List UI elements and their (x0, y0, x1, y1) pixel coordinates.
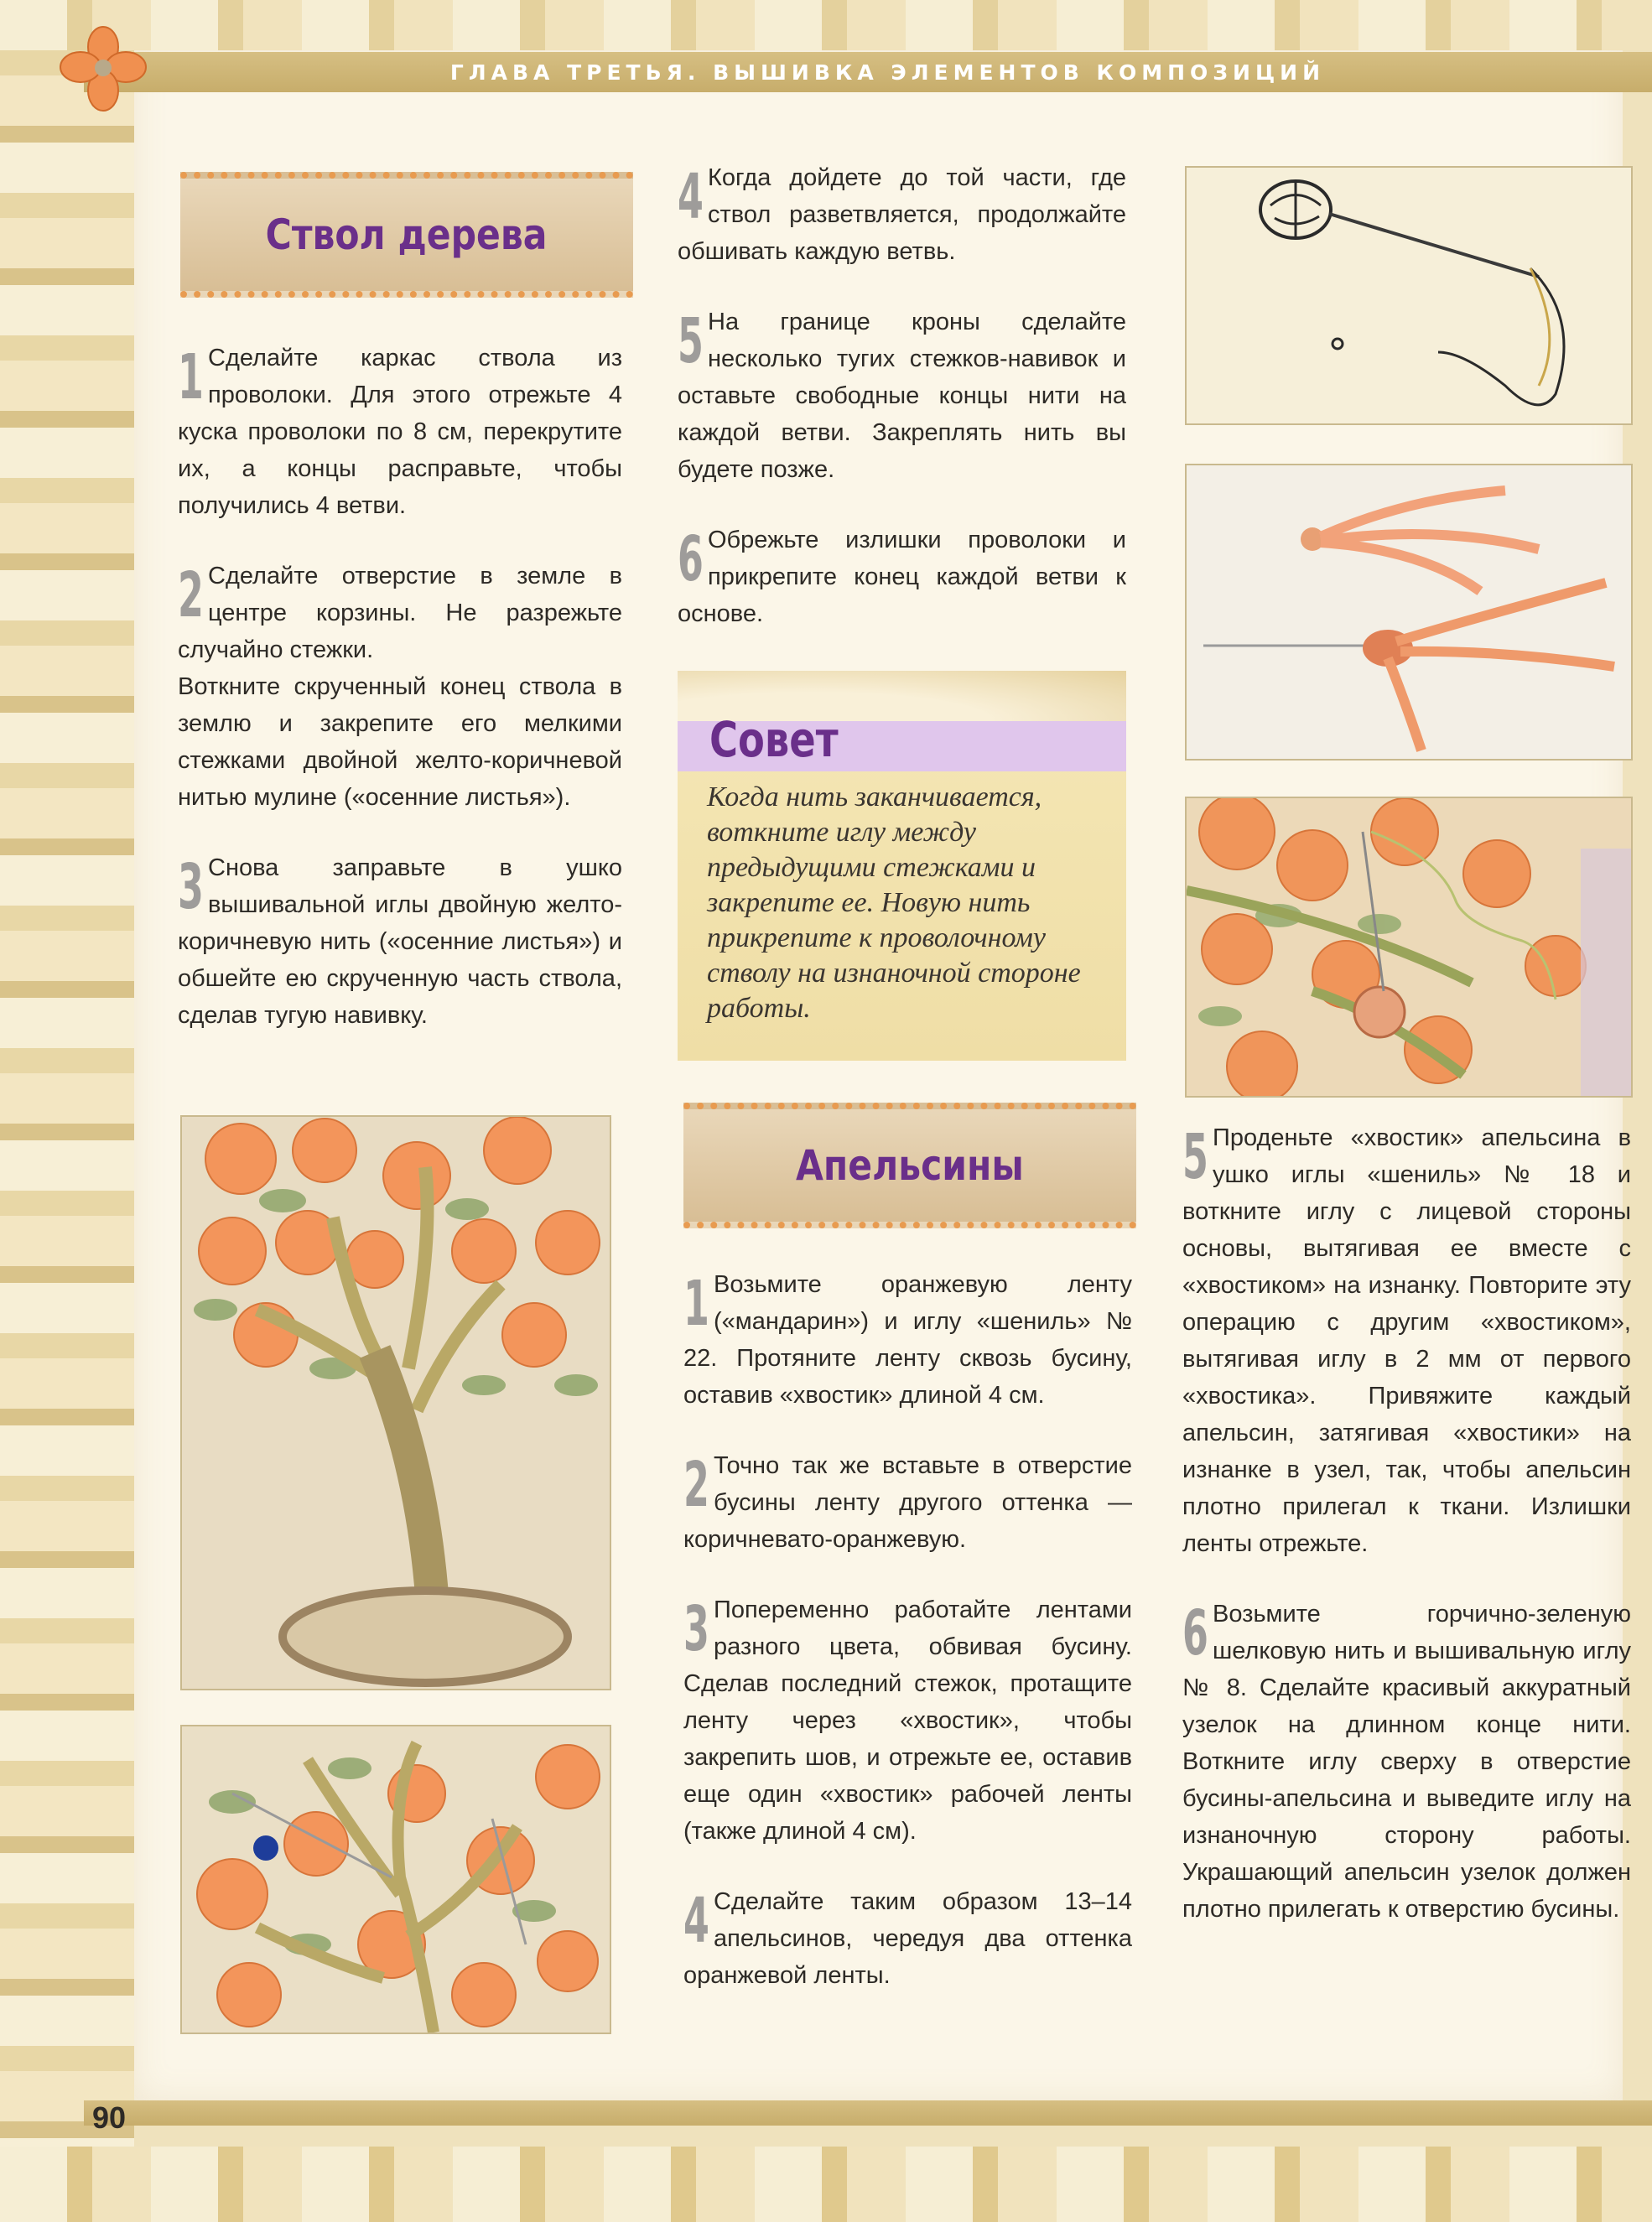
oranges-steps-column (683, 1266, 1132, 2027)
trunk-steps-column (178, 340, 622, 1067)
oranges-step-1: 1 Возьмите оранжевую ленту («мандарин») и иглу «шениль» № 22. Протяните ленту сквозь бусину, оставив «хвостик» длиной 4 см. (683, 1268, 1132, 1409)
chapter-header (84, 52, 1652, 92)
trunk-step-4: 4 Когда дойдете до той части, где ствол разветвляется, продолжайте обшивать каждую ветвь. (678, 161, 1126, 265)
section-title-trunk: Ствол дерева (180, 172, 633, 298)
oranges-steps-column-2 (1182, 1119, 1631, 1961)
photo-orange-stitching (1185, 797, 1633, 1098)
tip-title: Совет (709, 711, 839, 768)
ribbon-flower-icon (57, 23, 149, 116)
ribbon-frame-bottom (0, 2147, 1652, 2222)
section-title-oranges: Апельсины (683, 1103, 1136, 1228)
photo-tree-pins (180, 1725, 611, 2034)
oranges-step-4: 4 Сделайте таким образом 13–14 апельсинов, чередуя два оттенка оранжевой ленты. (683, 1885, 1132, 1989)
footer-bar (84, 2100, 1652, 2126)
oranges-step-3: 3 Попеременно работайте лентами разного цвета, обвивая бусину. Сделав последний стежок, протащите ленту через «хвостик», чтобы закрепить шов, и отрежьте ее, оставив еще один «хвостик» рабочей ленты (также длиной 4 см). (683, 1593, 1132, 1845)
trunk-step-2: 2 Сделайте отверстие в земле в центре корзины. Не разрежьте случайно стежки. Воткните скрученный конец ствола в землю и закрепите его мелкими стежками двойной желто-коричневой нитью мулине («осенние листья»). (178, 559, 622, 811)
photo-ribbon-threading (1185, 464, 1633, 761)
oranges-step-5: 5 Проденьте «хвостик» апельсина в ушко иглы «шениль» № 18 и воткните иглу с лицевой стороны основы, вытягивая ее вместе с «хвостиком» на изнанку. Повторите эту операцию с другим «хвостиком», вытягивая иглу в 2 мм от первого «хвостика». Привяжите каждый апельсин, затягивая «хвостики» на изнанке в узел, так, чтобы апельсин плотно прилегал к ткани. Излишки ленты отрежьте. (1182, 1121, 1631, 1557)
photo-needle-bead (1185, 166, 1633, 425)
ribbon-frame-left (0, 0, 134, 2222)
trunk-step-3: 3 Снова заправьте в ушко вышивальной иглы двойную желто-коричневую нить («осенние листья») и обшейте ею скрученную часть ствола, сделав тугую навивку. (178, 851, 622, 1029)
chapter-title: ГЛАВА ТРЕТЬЯ. ВЫШИВКА ЭЛЕМЕНТОВ КОМПОЗИЦИЙ (449, 60, 1325, 85)
trunk-step-1: 1 Сделайте каркас ствола из проволоки. Для этого отрежьте 4 куска проволоки по 8 см, перекрутите их, а концы расправьте, чтобы получились 4 ветви. (178, 341, 622, 519)
trunk-step-5: 5 На границе кроны сделайте несколько тугих стежков-навивок и оставьте свободные концы нити на каждой ветви. Закреплять нить вы будете позже. (678, 305, 1126, 483)
trunk-step-6: 6 Обрежьте излишки проволоки и прикрепите конец каждой ветви к основе. (678, 523, 1126, 627)
oranges-step-6: 6 Возьмите горчично-зеленую шелковую нить и вышивальную иглу № 8. Сделайте красивый аккуратный узелок на длинном конце нити. Воткните иглу сверху в отверстие бусины-апельсина и выведите иглу на изнаночную сторону работы. Украшающий апельсин узелок должен плотно прилегать к отверстию бусины. (1182, 1597, 1631, 1923)
tip-box (678, 671, 1126, 1061)
photo-tree-trunk (180, 1115, 611, 1690)
tip-text: Когда нить заканчивается, воткните иглу между предыдущими стежками и закрепите ее. Новую нить прикрепите к проволочному стволу на изнаночной стороне работы. (707, 781, 1081, 1024)
page-number: 90 (92, 2100, 127, 2135)
oranges-step-2: 2 Точно так же вставьте в отверстие бусины ленту другого оттенка — коричневато-оранжевую. (683, 1449, 1132, 1553)
ribbon-frame-top (0, 0, 1652, 50)
trunk-steps-column-2 (678, 159, 1126, 666)
